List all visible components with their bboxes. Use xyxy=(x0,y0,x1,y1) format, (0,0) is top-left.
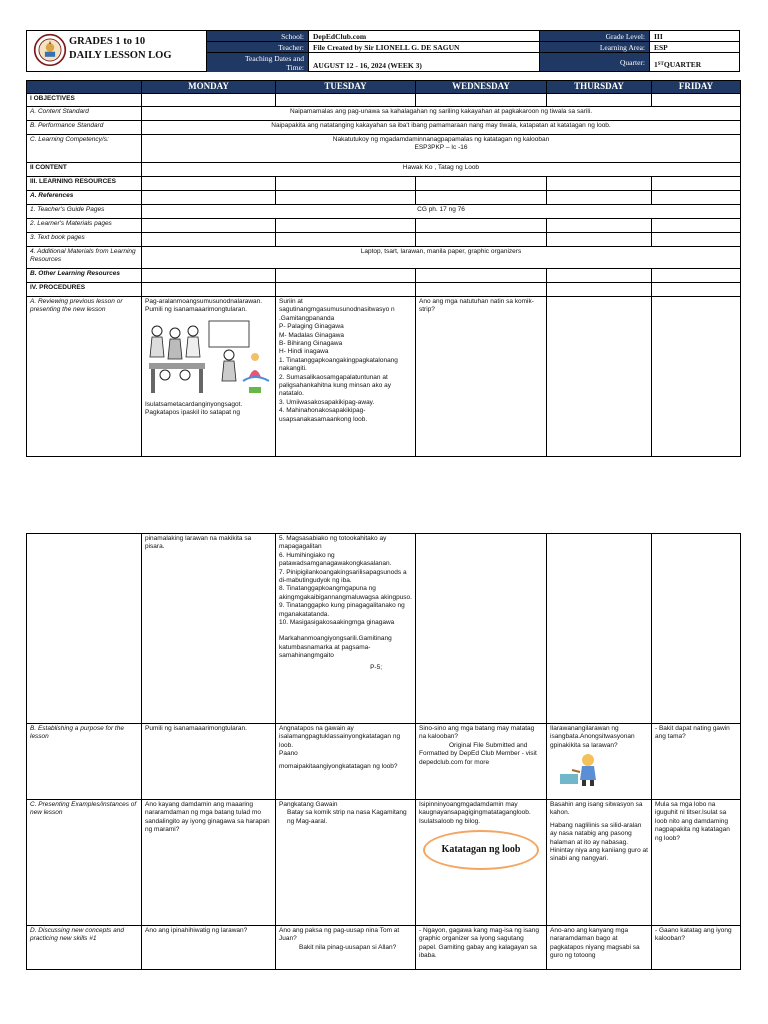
grade-row xyxy=(540,31,739,42)
discussing-label: D. Discussing new concepts and practicing new skills #1 xyxy=(27,926,142,970)
content-value: Hawak Ko , Tatag ng Loob xyxy=(142,163,741,177)
cont-tue-line: 8. Tinatanggapkoangmgapuna ng akingmgakaibigannangmaluwagsa akingpuso. xyxy=(279,585,412,601)
review-tuesday xyxy=(276,297,416,457)
competency-line-2: ESP3PKP – Ic -16 xyxy=(414,144,468,152)
empty-cell xyxy=(652,269,741,283)
header-grid-left xyxy=(207,31,539,71)
school-label: School: xyxy=(207,31,309,41)
purpose-thu-text: Ilarawanangilarawan ng isangbata.Anongsitwasyonan gpinakikita sa larawan? xyxy=(550,725,635,749)
content-label: II CONTENT xyxy=(27,163,142,177)
header-grid-right xyxy=(539,31,739,71)
content-standard-row xyxy=(27,107,741,121)
empty-cell xyxy=(27,534,142,724)
presenting-tuesday xyxy=(276,800,416,926)
empty-cell xyxy=(276,94,416,107)
area-value: ESP xyxy=(654,43,668,52)
quarter-value xyxy=(650,53,705,71)
review-tue-line: 2. Sumasalikaosamgapalatuntunan at paligsahankahitna kung minsan ako ay natatalo. xyxy=(279,373,392,398)
title-line-2: DAILY LESSON LOG xyxy=(69,50,172,61)
discussing-friday: - Gaano katatag ang iyong kalooban? xyxy=(652,926,741,970)
discussing-wednesday: - Ngayon, gagawa kang mag-isa ng isang graphic organizer sa iyong sagutang papel. Gamiting gabay ang kalagayan sa ibaba. xyxy=(416,926,547,970)
empty-cell xyxy=(416,94,547,107)
empty-cell xyxy=(142,283,276,297)
quarter-row xyxy=(540,53,739,71)
references-label: A. References xyxy=(27,191,142,205)
quarter-sup: ST xyxy=(657,62,664,67)
presenting-monday: Ano kayang damdamin ang maaaring nararamdaman ng mga batang tulad mo sandalingito ay iyong ginagawa sa harapan ng marami? xyxy=(142,800,276,926)
purpose-tuesday xyxy=(276,724,416,800)
purpose-wed-line: Sino-sino ang mga batang may matatag na kalooban? xyxy=(419,725,535,741)
empty-cell xyxy=(142,219,276,233)
title-line-1: GRADES 1 to 10 xyxy=(69,36,146,47)
quarter-label xyxy=(540,53,650,71)
cont-tue-line: Markahanmoangiyongsarili.Gamitinang katumbasnamarka at pagsama-samahinangmgaito xyxy=(279,635,392,660)
tg-row xyxy=(27,205,741,219)
tg-value: CG ph. 17 ng 76 xyxy=(142,205,741,219)
quarter-label-text: Quarter: xyxy=(620,58,645,67)
purpose-monday: Pumili ng isanamaaarimongtularan. xyxy=(142,724,276,800)
empty-cell xyxy=(142,269,276,283)
empty-cell xyxy=(547,534,652,724)
cont-tue-line xyxy=(279,627,412,635)
lm-label: 2. Learner's Materials pages xyxy=(27,219,142,233)
grade-label: Grade Level: xyxy=(540,31,650,41)
empty-cell xyxy=(416,219,547,233)
presenting-thu-line: Basahin ang isang sitwasyon sa kahon. xyxy=(550,801,643,817)
presenting-tue-line: Pangkatang Gawain xyxy=(279,801,338,808)
presenting-friday: Mula sa mga lobo na iguguhit ni titser.Isulat sa loob nito ang damdaming nagpapakita ng katatagan ng loob? xyxy=(652,800,741,926)
procedures-label: IV. PROCEDURES xyxy=(27,283,142,297)
purpose-wednesday xyxy=(416,724,547,800)
presenting-label: C. Presenting Examples/instances of new lesson xyxy=(27,800,142,926)
am-row xyxy=(27,247,741,269)
lesson-table-page-1 xyxy=(26,80,741,457)
competency-value xyxy=(142,135,741,163)
purpose-friday: - Bakit dapat nating gawin ang tama? xyxy=(652,724,741,800)
header xyxy=(26,30,740,72)
objectives-row xyxy=(27,94,741,107)
empty-cell xyxy=(652,534,741,724)
content-standard-value: Naipamamalas ang pag-unawa sa kahalagahan ng sariling kakayahan at pagkakaroon ng tiwala sa sarili. xyxy=(142,107,741,121)
empty-cell xyxy=(547,191,652,205)
cont-tue-line: 6. Humihingiako ng patawadsamganagawakongkasalanan. xyxy=(279,551,392,568)
dates-label-2: Time: xyxy=(286,63,304,72)
presenting-tue-line: Batay sa komik strip na nasa Kagamitang ng Mag-aaral. xyxy=(287,809,407,825)
empty-cell xyxy=(142,177,276,191)
header-blank-cell xyxy=(27,81,142,94)
child-cleaning-illustration-icon xyxy=(560,752,604,788)
review-tue-line: H- Hindi inagawa xyxy=(279,348,329,356)
log-title xyxy=(69,35,172,63)
resources-label: III. LEARNING RESOURCES xyxy=(27,177,142,191)
empty-cell xyxy=(652,177,741,191)
day-thursday: THURSDAY xyxy=(547,81,652,94)
resources-row xyxy=(27,177,741,191)
empty-cell xyxy=(276,177,416,191)
purpose-thursday xyxy=(547,724,652,800)
day-tuesday: TUESDAY xyxy=(276,81,416,94)
review-wednesday: Ano ang mga natutuhan natin sa komik-strip? xyxy=(416,297,547,457)
empty-cell xyxy=(416,283,547,297)
presenting-row xyxy=(27,800,741,926)
references-row xyxy=(27,191,741,205)
competency-row xyxy=(27,135,741,163)
other-row xyxy=(27,269,741,283)
empty-cell xyxy=(652,283,741,297)
purpose-tue-line: momaipakitaangiyongkatatagan ng loob? xyxy=(279,762,398,770)
discussing-tuesday xyxy=(276,926,416,970)
discussing-tue-line: Bakit nila pinag-uusapan si Allan? xyxy=(299,943,397,951)
empty-cell xyxy=(276,233,416,247)
presenting-wednesday xyxy=(416,800,547,926)
empty-cell xyxy=(652,233,741,247)
review-cont-monday: pinamalaking larawan na makikita sa pisara. xyxy=(142,534,276,724)
day-friday: FRIDAY xyxy=(652,81,741,94)
review-cont-tuesday xyxy=(276,534,416,724)
review-monday xyxy=(142,297,276,457)
page-2 xyxy=(0,490,768,1024)
page-1 xyxy=(0,0,768,490)
empty-cell xyxy=(652,219,741,233)
empty-cell xyxy=(416,191,547,205)
purpose-label: B. Establishing a purpose for the lesson xyxy=(27,724,142,800)
review-tue-line: 4. Mahinahonakosapakikipag-usapsanakasamaankong loob. xyxy=(279,407,368,423)
empty-cell xyxy=(276,219,416,233)
review-mon-text-1: Pag-aralanmoangsumusunodnalarawan. Pumili ng isanamaaarimongtularan. xyxy=(145,298,263,314)
dates-label-1: Teaching Dates and xyxy=(244,54,304,63)
discussing-thursday: Ano-ano ang kanyang mga nararamdaman bago at pagkatapos niyang magsabi sa guro ng totoong xyxy=(547,926,652,970)
cont-tue-line: 7. Pinipigilankoangakingsarilisapagsunods a di-mabutingudyok ng iba. xyxy=(279,568,407,585)
review-mon-text-2: Isulatsametacardanginyongsagot. Pagkatapos ipaskil ito satapat ng xyxy=(145,400,243,417)
cont-tue-line: P-5; xyxy=(370,663,382,671)
discussing-row xyxy=(27,926,741,970)
dates-row xyxy=(207,53,539,72)
teacher-value: File Created by Sir LIONELL G. DE SAGUN xyxy=(313,43,460,52)
cont-tue-line: 10. Masigasigakosaakingmga ginagawa xyxy=(279,619,395,627)
teacher-row xyxy=(207,42,539,53)
area-label: Learning Area: xyxy=(540,42,650,52)
area-row xyxy=(540,42,739,53)
school-row xyxy=(207,31,539,42)
am-label: 4. Additional Materials from Learning Resources xyxy=(27,247,142,269)
review-tue-line: M- Madalas Ginagawa xyxy=(279,331,345,339)
tg-label: 1. Teacher's Guide Pages xyxy=(27,205,142,219)
day-header-row xyxy=(27,81,741,94)
review-tue-line: 1. Tinatanggapkoangakingpagkatalonang nakangiti. xyxy=(279,356,398,373)
review-tue-line: B- Bihirang Ginagawa xyxy=(279,340,343,348)
classroom-illustration-icon xyxy=(145,317,271,401)
header-title-block xyxy=(27,31,207,71)
content-row xyxy=(27,163,741,177)
empty-cell xyxy=(276,191,416,205)
purpose-row xyxy=(27,724,741,800)
objectives-label: I OBJECTIVES xyxy=(27,94,142,107)
quarter-text: QUARTER xyxy=(663,60,702,69)
empty-cell xyxy=(547,297,652,457)
performance-standard-row xyxy=(27,121,741,135)
purpose-tue-line: Angnatapos na gawain ay isalamangpagtuklassainyongkatatagan ng loob. xyxy=(279,725,401,749)
empty-cell xyxy=(547,269,652,283)
lm-row xyxy=(27,219,741,233)
purpose-tue-line: Paano xyxy=(279,750,298,758)
dates-label xyxy=(207,53,309,72)
other-label: B. Other Learning Resources xyxy=(27,269,142,283)
katatagan-oval: Katatagan ng loob xyxy=(423,830,539,870)
empty-cell xyxy=(416,233,547,247)
lesson-table-page-2 xyxy=(26,533,741,970)
empty-cell xyxy=(547,177,652,191)
teacher-label: Teacher: xyxy=(207,42,309,52)
quarter-num: 1 xyxy=(654,60,658,69)
performance-standard-label: B. Performance Standard xyxy=(27,121,142,135)
empty-cell xyxy=(547,283,652,297)
day-monday: MONDAY xyxy=(142,81,276,94)
tb-row xyxy=(27,233,741,247)
review-row xyxy=(27,297,741,457)
empty-cell xyxy=(276,269,416,283)
empty-cell xyxy=(547,233,652,247)
content-standard-label: A. Content Standard xyxy=(27,107,142,121)
presenting-thursday xyxy=(547,800,652,926)
empty-cell xyxy=(547,94,652,107)
competency-line-1: Nakatutukoy ng mgadamdaminnanagpapamalas ng katatagan ng kalooban xyxy=(332,136,550,143)
review-label: A. Reviewing previous lesson or presenting the new lesson xyxy=(27,297,142,457)
empty-cell xyxy=(547,219,652,233)
review-tue-line: 3. Umiiwasakosapakikipag-away. xyxy=(279,398,375,406)
empty-cell xyxy=(416,269,547,283)
dates-value: AUGUST 12 - 16, 2024 (WEEK 3) xyxy=(313,61,422,70)
empty-cell xyxy=(416,534,547,724)
cont-tue-line: 9. Tinatanggapko kung pinagagalitanako ng mganakatatanda. xyxy=(279,602,405,618)
discussing-tue-line: Ano ang paksa ng pag-uusap nina Tom at Juan? xyxy=(279,927,400,943)
performance-standard-value: Naipapakita ang natatanging kakayahan sa iba't ibang pamamaraan nang may tiwala, katapatan at katatagan ng loob. xyxy=(142,121,741,135)
empty-cell xyxy=(142,191,276,205)
review-continued-row xyxy=(27,534,741,724)
procedures-row xyxy=(27,283,741,297)
discussing-monday: Ano ang ipinahihiwatig ng larawan? xyxy=(142,926,276,970)
review-tue-line: Suriin at sagutinangmgasumusunodnasitwasyo n .Gamitangpananda xyxy=(279,298,395,322)
cont-tue-line: 5. Magsasabiako ng totookahitako ay mapagagalitan xyxy=(279,535,387,551)
deped-seal-icon xyxy=(33,33,67,67)
empty-cell xyxy=(652,297,741,457)
purpose-wed-note: Original File Submitted and Formatted by DepEd Club Member - visit depedclub.com for more xyxy=(419,741,537,766)
presenting-wed-text: Isipinninyoangmgadamdamin may kaugnayansapagigingmatatagangloob. Isulatsaloob ng bilog. xyxy=(419,801,531,825)
grade-value: III xyxy=(654,32,663,41)
day-wednesday: WEDNESDAY xyxy=(416,81,547,94)
am-value: Laptop, tsart, larawan, manila paper, graphic organizers xyxy=(142,247,741,269)
empty-cell xyxy=(652,94,741,107)
empty-cell xyxy=(276,283,416,297)
empty-cell xyxy=(652,191,741,205)
competency-label: C. Learning Competency/s: xyxy=(27,135,142,163)
empty-cell xyxy=(416,177,547,191)
review-tue-line: P- Palaging Ginagawa xyxy=(279,323,344,331)
tb-label: 3. Text book pages xyxy=(27,233,142,247)
empty-cell xyxy=(142,233,276,247)
presenting-thu-line: Habang naglilinis sa silid-aralan ay nasa natabig ang pasong halaman at ito ay nabasag. Hinintay niya ang kaniiang guro at sinabi ang nangyari. xyxy=(550,821,648,863)
empty-cell xyxy=(142,94,276,107)
school-value: DepEdClub.com xyxy=(313,32,367,41)
